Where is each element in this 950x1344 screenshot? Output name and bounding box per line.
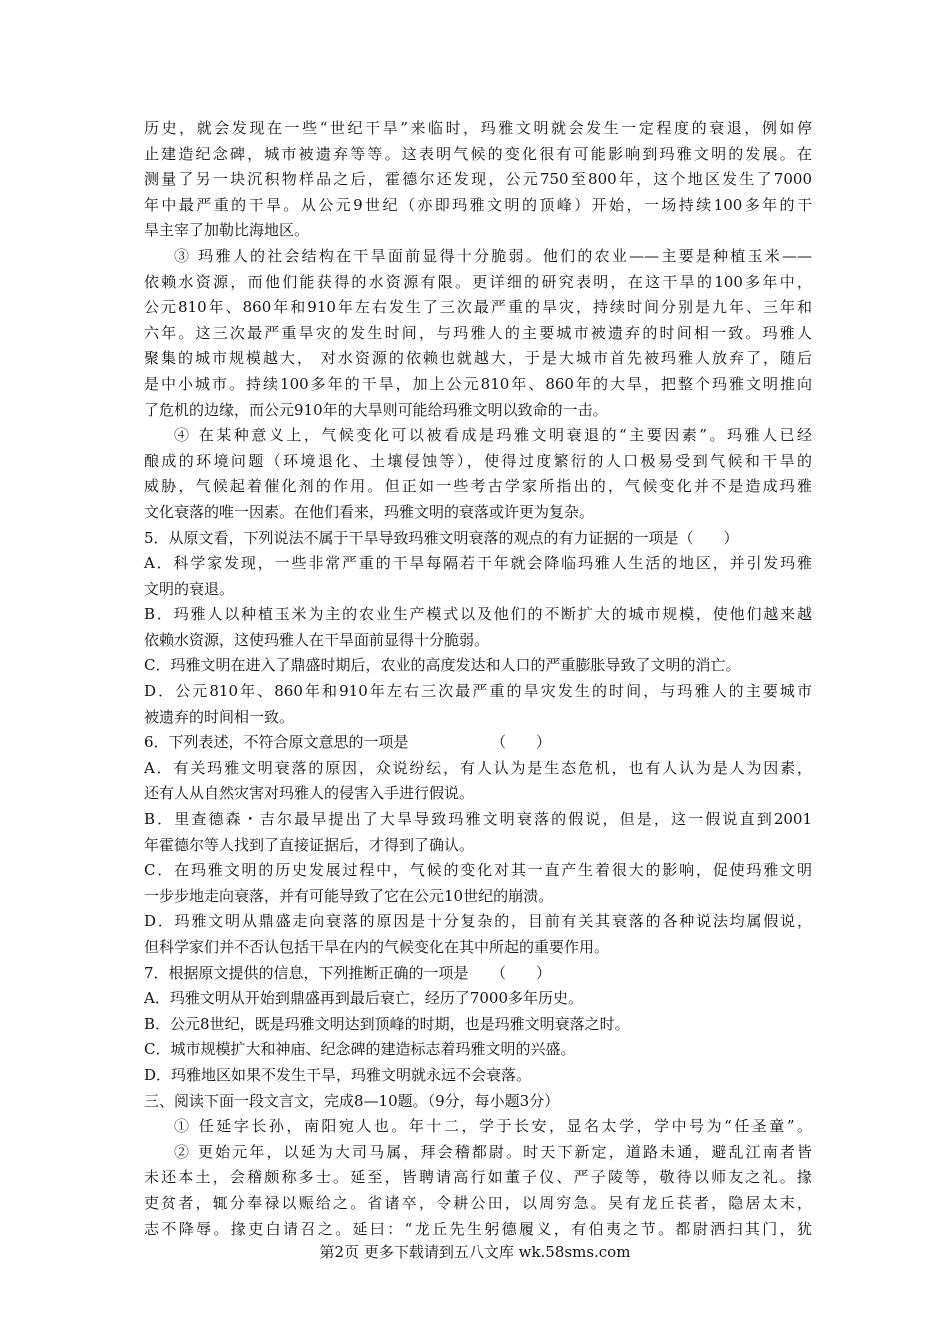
text-line: 历史，就会发现在一些“世纪干旱”来临时，玛雅文明就会发生一定程度的衰退，例如停 [144, 119, 812, 137]
text-line: C．在玛雅文明的历史发展过程中，气候的变化对其一直产生着很大的影响，促使玛雅文明 [144, 861, 812, 880]
text-line: ④ 在某种意义上，气候变化可以被看成是玛雅文明衰退的“主要因素”。玛雅人已经 [174, 426, 812, 445]
text-line: ② 更始元年，以延为大司马属，拜会稽都尉。时天下新定，道路未通，避乱江南者皆 [174, 1142, 812, 1161]
text-line: 5．从原文看，下列说法不属于干旱导致玛雅文明衰落的观点的有力证据的一项是（ ） [144, 528, 739, 547]
text-line: D．公元810年、860年和910年左右三次最严重的旱灾发生的时间，与玛雅人的主要城市 [144, 682, 812, 701]
text-line: C．玛雅文明在进入了鼎盛时期后，农业的高度发达和人口的严重膨胀导致了文明的消亡。 [144, 656, 741, 675]
text-line: 年中最严重的干旱。从公元9世纪（亦即玛雅文明的顶峰）开始，一场持续100多年的干 [144, 195, 812, 214]
text-line: 旱主宰了加勒比海地区。 [144, 221, 310, 240]
text-line: 还有人从自然灾害对玛雅人的侵害入手进行假说。 [144, 784, 475, 803]
text-line: ③ 玛雅人的社会结构在干旱面前显得十分脆弱。他们的农业——主要是种植玉米—— [174, 246, 812, 265]
text-line: 六年。这三次最严重旱灾的发生时间，与玛雅人的主要城市被遗弃的时间相一致。玛雅人 [144, 323, 812, 342]
text-line: 测量了另一块沉积物样品之后，霍德尔还发现，公元750至800年，这个地区发生了7000 [144, 170, 812, 189]
text-line: 是中小城市。持续100多年的干旱，加上公元810年、860年的大旱，把整个玛雅文明推向 [144, 374, 812, 393]
text-line: ① 任延字长孙，南阳宛人也。年十二，学于长安，显名太学，学中号为“任圣童”。 [174, 1117, 812, 1136]
text-line: B．里查德森・吉尔最早提出了大旱导致玛雅文明衰落的假说，但是，这一假说直到2001 [144, 810, 812, 829]
text-line: 威胁，气候起着催化剂的作用。但正如一些考古学家所指出的，气候变化并不是造成玛雅 [144, 477, 812, 496]
text-line: 依赖水资源，这使玛雅人在干旱面前显得十分脆弱。 [144, 630, 490, 649]
text-line: 7．根据原文提供的信息，下列推断正确的一项是 （ ） [144, 963, 552, 982]
text-line: B．公元8世纪，既是玛雅文明达到顶峰的时期，也是玛雅文明衰落之时。 [144, 1014, 630, 1033]
text-line: 三、阅读下面一段文言文，完成8—10题。（9分，每小题3分） [144, 1091, 560, 1110]
text-line: 一步步地走向衰落，并有可能导致了它在公元10世纪的崩溃。 [144, 886, 554, 905]
text-line: 公元810年、860年和910年左右发生了三次最严重的旱灾，持续时间分别是九年、三年和 [144, 298, 812, 317]
text-line: 文明的衰退。 [144, 579, 235, 598]
text-line: 止建造纪念碑，城市被遗弃等等。这表明气候的变化很有可能影响到玛雅文明的发展。在 [144, 144, 812, 163]
text-line: A．有关玛雅文明衰落的原因，众说纷纭，有人认为是生态危机，也有人认为是人为因素， [144, 758, 812, 777]
text-line: 吏贫者，辄分奉禄以赈给之。省诸卒，令耕公田，以周穷急。吴有龙丘苌者，隐居太末， [144, 1193, 812, 1212]
text-line: 但科学家们并不否认包括干旱在内的气候变化在其中所起的重要作用。 [144, 938, 610, 956]
text-line: 志不降辱。掾吏白请召之。延曰：“龙丘先生躬德履义，有伯夷之节。都尉洒扫其门，犹 [144, 1219, 812, 1238]
text-line: D．玛雅文明从鼎盛走向衰落的原因是十分复杂的，目前有关其衰落的各种说法均属假说， [144, 912, 812, 931]
text-line: A．玛雅文明从开始到鼎盛再到最后衰亡，经历了7000多年历史。 [144, 989, 584, 1008]
text-line: C．城市规模扩大和神庙、纪念碑的建造标志着玛雅文明的兴盛。 [144, 1040, 576, 1059]
text-line: 未还本土，会稽颇称多士。延至，皆聘请高行如董子仪、严子陵等，敬待以师友之礼。掾 [144, 1168, 812, 1187]
text-line: 聚集的城市规模越大， 对水资源的依赖也就越大，于是大城市首先被玛雅人放弃了，随后 [144, 349, 812, 368]
text-line: 依赖水资源，而他们能获得的水资源有限。更详细的研究表明，在这干旱的100多年中， [144, 272, 812, 291]
text-line: 文化衰落的唯一因素。在他们看来，玛雅文明的衰落或许更为复杂。 [144, 502, 595, 521]
text-line: B．玛雅人以种植玉米为主的农业生产模式以及他们的不断扩大的城市规模，使他们越来越 [144, 605, 812, 624]
text-line: 年霍德尔等人找到了直接证据后，才得到了确认。 [144, 835, 475, 854]
text-line: 6．下列表述，不符合原文意思的一项是 （ ） [144, 733, 552, 752]
text-line: D．玛雅地区如果不发生干旱，玛雅文明就永远不会衰落。 [144, 1065, 532, 1084]
page-footer: 第2页 更多下载请到五八文库 wk.58sms.com [319, 1243, 631, 1261]
text-line: 了危机的边缘，而公元910年的大旱则可能给玛雅文明以致命的一击。 [144, 400, 608, 419]
text-line: 酿成的环境问题（环境退化、土壤侵蚀等），使得过度繁衍的人口极易受到气候和干旱的 [144, 451, 812, 470]
text-line: A．科学家发现，一些非常严重的干旱每隔若干年就会降临玛雅人生活的地区，并引发玛雅 [144, 554, 812, 573]
body-text [144, 116, 812, 1242]
text-line: 被遗弃的时间相一致。 [144, 707, 295, 726]
